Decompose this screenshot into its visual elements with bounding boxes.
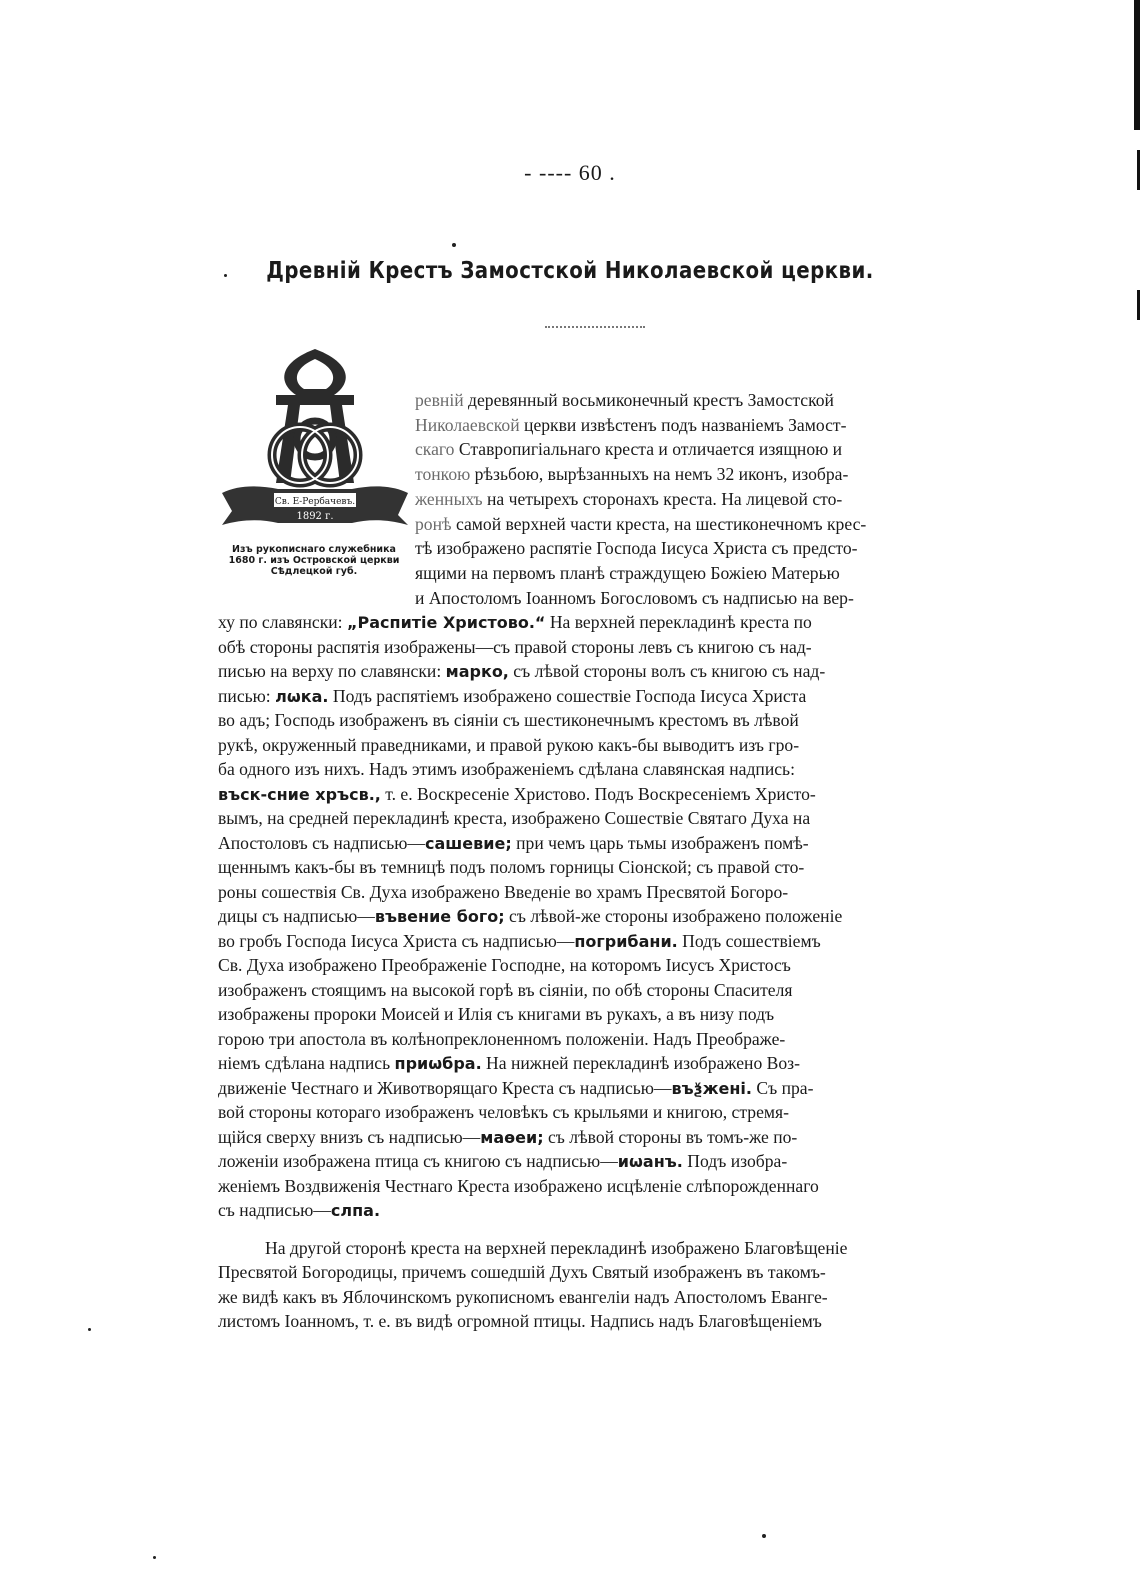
text-run: Апостоловъ съ надписью— [218, 832, 426, 853]
body-text-line [218, 1174, 962, 1198]
text-run: тѣ изображено распятіе Господа Іисуса Христа съ предсто- [415, 538, 858, 559]
body-text-line [218, 1125, 962, 1150]
body-text-line [218, 684, 962, 709]
text-run: ху по славянски: [218, 612, 347, 632]
slavonic-inscription: слпа. [330, 1201, 381, 1220]
text-run: ронѣ [415, 513, 452, 534]
body-text-line [218, 831, 962, 856]
body-text-line [415, 487, 962, 511]
text-run: ящими на первомъ планѣ страждущею Божіею Матерью [415, 562, 840, 583]
body-text-line [218, 610, 962, 635]
text-run: На нижней перекладинѣ изображено Воз- [481, 1053, 800, 1073]
body-text-line [218, 733, 962, 757]
text-run: ба одного изъ нихъ. Надъ этимъ изображеніемъ сдѣлана славянская надпись: [218, 759, 795, 779]
body-text-line [218, 757, 962, 781]
scan-speck [762, 1534, 766, 1538]
body-text-line [218, 1198, 962, 1223]
page-number: - ---- 60 . [524, 160, 616, 185]
text-run: листомъ Іоанномъ, т. е. въ видѣ огромной птицы. Надпись надъ Благовѣщеніемъ [218, 1310, 822, 1331]
body-text-line [415, 437, 962, 461]
body-text-line [415, 561, 962, 585]
text-run: церкви извѣстенъ подъ названіемъ Замост- [519, 414, 847, 435]
body-text-line [415, 462, 962, 486]
body-text-line [265, 1236, 962, 1260]
slavonic-inscription: маѳеи; [480, 1127, 544, 1147]
body-text-line [218, 880, 962, 904]
text-run: Подъ сошествіемъ [677, 930, 821, 951]
knotwork-initial-d-illustration [218, 343, 413, 543]
body-text-line [218, 855, 962, 879]
scan-speck [224, 274, 227, 277]
slavonic-inscription: въѯжені. [671, 1078, 752, 1098]
svg-text:1892 г.: 1892 г. [296, 511, 334, 522]
body-text-line [218, 1027, 962, 1051]
text-run: Ставропигіальнаго креста и отличается изящною и [454, 439, 843, 460]
body-text-line [218, 782, 962, 807]
text-run: Св. Духа изображено Преображеніе Господне, на которомъ Іисусъ Христосъ [218, 955, 791, 975]
slavonic-inscription: марко, [445, 662, 509, 681]
text-run: вой стороны котораго изображенъ человѣкъ съ крыльями и книгою, стремя- [218, 1102, 789, 1122]
text-run: съ лѣвой-же стороны изображено положеніе [504, 906, 843, 926]
text-run: Съ пра- [751, 1077, 814, 1098]
body-text-line [415, 586, 962, 610]
body-text-line [218, 1002, 962, 1026]
text-run: дицы съ надписью— [218, 906, 375, 926]
text-run: ложеніи изображена птица съ книгою съ надписью— [218, 1151, 618, 1171]
page-title: Древній Крестъ Замостской Николаевской церкви. [266, 258, 874, 284]
scan-edge-mark [1134, 0, 1140, 130]
body-text-line [218, 1309, 962, 1333]
slavonic-inscription: сашевие; [425, 833, 512, 853]
text-run: Пресвятой Богородицы, причемъ сошедшій Духъ Святый изображенъ въ такомъ- [218, 1262, 826, 1283]
text-run: во гробъ Господа Іисуса Христа съ надписью— [218, 930, 575, 951]
text-run: на четырехъ сторонахъ креста. На лицевой сто- [482, 488, 843, 509]
slavonic-inscription: въвение бого; [374, 907, 505, 926]
text-run: съ лѣвой стороны волъ съ книгою съ над- [508, 661, 826, 681]
text-run: т. е. Воскресеніе Христово. Подъ Воскресеніемъ Христо- [380, 783, 816, 804]
body-text-line [415, 388, 962, 412]
text-run: щеннымъ какъ-бы въ темницѣ подъ поломъ горницы Сіонской; съ правой сто- [218, 857, 805, 877]
text-run: же видѣ какъ въ Яблочинскомъ рукописномъ евангеліи надъ Апостоломъ Еванге- [218, 1286, 828, 1307]
text-run: На другой сторонѣ креста на верхней перекладинѣ изображено Благовѣщеніе [265, 1238, 848, 1258]
text-run: при чемъ царь тьмы изображенъ помѣ- [511, 832, 809, 853]
caption-line: Изъ рукописнаго служебника [232, 544, 396, 555]
text-run: и Апостоломъ Іоанномъ Богословомъ съ надписью на вер- [415, 587, 854, 608]
body-text-line [218, 1100, 962, 1124]
text-run: ніемъ сдѣлана надпись [218, 1053, 395, 1073]
text-run: ревній [415, 390, 464, 410]
caption-line: 1680 г. изъ Островской церкви [228, 555, 400, 566]
caption-line: Сѣдлецкой губ. [270, 566, 358, 577]
text-run: движеніе Честнаго и Животворящаго Креста съ надписью— [218, 1077, 672, 1098]
title-divider [545, 326, 645, 328]
body-text-line [415, 413, 962, 437]
body-text-line [218, 806, 962, 830]
slavonic-inscription: иѡанъ. [617, 1152, 683, 1171]
text-run: изображены пророки Моисей и Илія съ книгами въ рукахъ, а въ низу подъ [218, 1004, 775, 1024]
body-text-line [218, 1149, 962, 1174]
scan-speck [88, 1328, 91, 1331]
text-run: во адъ; Господь изображенъ въ сіяніи съ шестиконечнымъ крестомъ въ лѣвой [218, 710, 799, 730]
slavonic-inscription: „Распитіе Христово.“ [346, 613, 546, 632]
text-run: тонкою [415, 464, 471, 485]
text-run: деревянный восьмиконечный крестъ Замостской [463, 390, 834, 410]
decorated-initial-letter [218, 343, 413, 543]
scan-speck [452, 243, 456, 247]
body-text-line [415, 512, 962, 536]
slavonic-inscription: погрибани. [574, 931, 678, 951]
body-text-line [218, 659, 962, 684]
scan-speck [153, 1556, 156, 1559]
text-run: скаго [415, 439, 455, 460]
body-text-line [415, 536, 962, 560]
text-run: Подъ распятіемъ изображено сошествіе Господа Іисуса Христа [328, 685, 807, 706]
text-run: писью: [218, 685, 276, 706]
text-run: вымъ, на средней перекладинѣ креста, изображено Сошествіе Святаго Духа на [218, 808, 811, 828]
text-run: женіемъ Воздвиженія Честнаго Креста изображено исцѣленіе слѣпорожденнаго [218, 1175, 819, 1196]
body-text-line [218, 635, 962, 659]
body-text-line [218, 1051, 962, 1076]
body-text-line [218, 953, 962, 977]
text-run: Николаевской [415, 414, 520, 435]
text-run: съ надписью— [218, 1200, 331, 1220]
body-text-line [218, 904, 962, 929]
body-text-line [218, 1260, 962, 1284]
text-run: щійся сверху внизъ съ надписью— [218, 1126, 481, 1147]
slavonic-inscription: въск-сние хръсв., [218, 784, 381, 804]
text-run: писью на верху по славянски: [218, 661, 446, 681]
body-text-line [218, 708, 962, 732]
text-run: Подъ изобра- [682, 1151, 788, 1171]
body-text-line [218, 978, 962, 1002]
slavonic-inscription: лѡка. [275, 686, 329, 706]
text-run: горою три апостола въ колѣнопреклоненномъ положеніи. Надъ Преображе- [218, 1028, 786, 1049]
text-run: самой верхней части креста, на шестиконечномъ крес- [451, 513, 867, 534]
text-run: рѣзьбою, вырѣзанныхъ на немъ 32 иконъ, изобра- [470, 464, 849, 485]
text-run: изображенъ стоящимъ на высокой горѣ въ сіяніи, по обѣ стороны Спасителя [218, 979, 793, 1000]
text-run: съ лѣвой стороны въ томъ-же по- [543, 1126, 798, 1147]
slavonic-inscription: приѡбра. [394, 1054, 482, 1073]
svg-text:Св. Е-Рербачевъ.: Св. Е-Рербачевъ. [274, 497, 356, 507]
figure-caption [214, 544, 414, 577]
body-text-line [218, 1076, 962, 1101]
text-run: На верхней перекладинѣ креста по [545, 612, 812, 632]
body-text-line [218, 1285, 962, 1309]
text-run: рукѣ, окруженный праведниками, и правой рукою какъ-бы выводитъ изъ гро- [218, 734, 800, 755]
text-run: роны сошествія Св. Духа изображено Введеніе во храмъ Пресвятой Богоро- [218, 881, 789, 902]
text-run: женныхъ [415, 488, 483, 509]
body-text-line [218, 929, 962, 954]
text-run: обѣ стороны распятія изображены—съ правой стороны левъ съ книгою съ над- [218, 636, 812, 657]
